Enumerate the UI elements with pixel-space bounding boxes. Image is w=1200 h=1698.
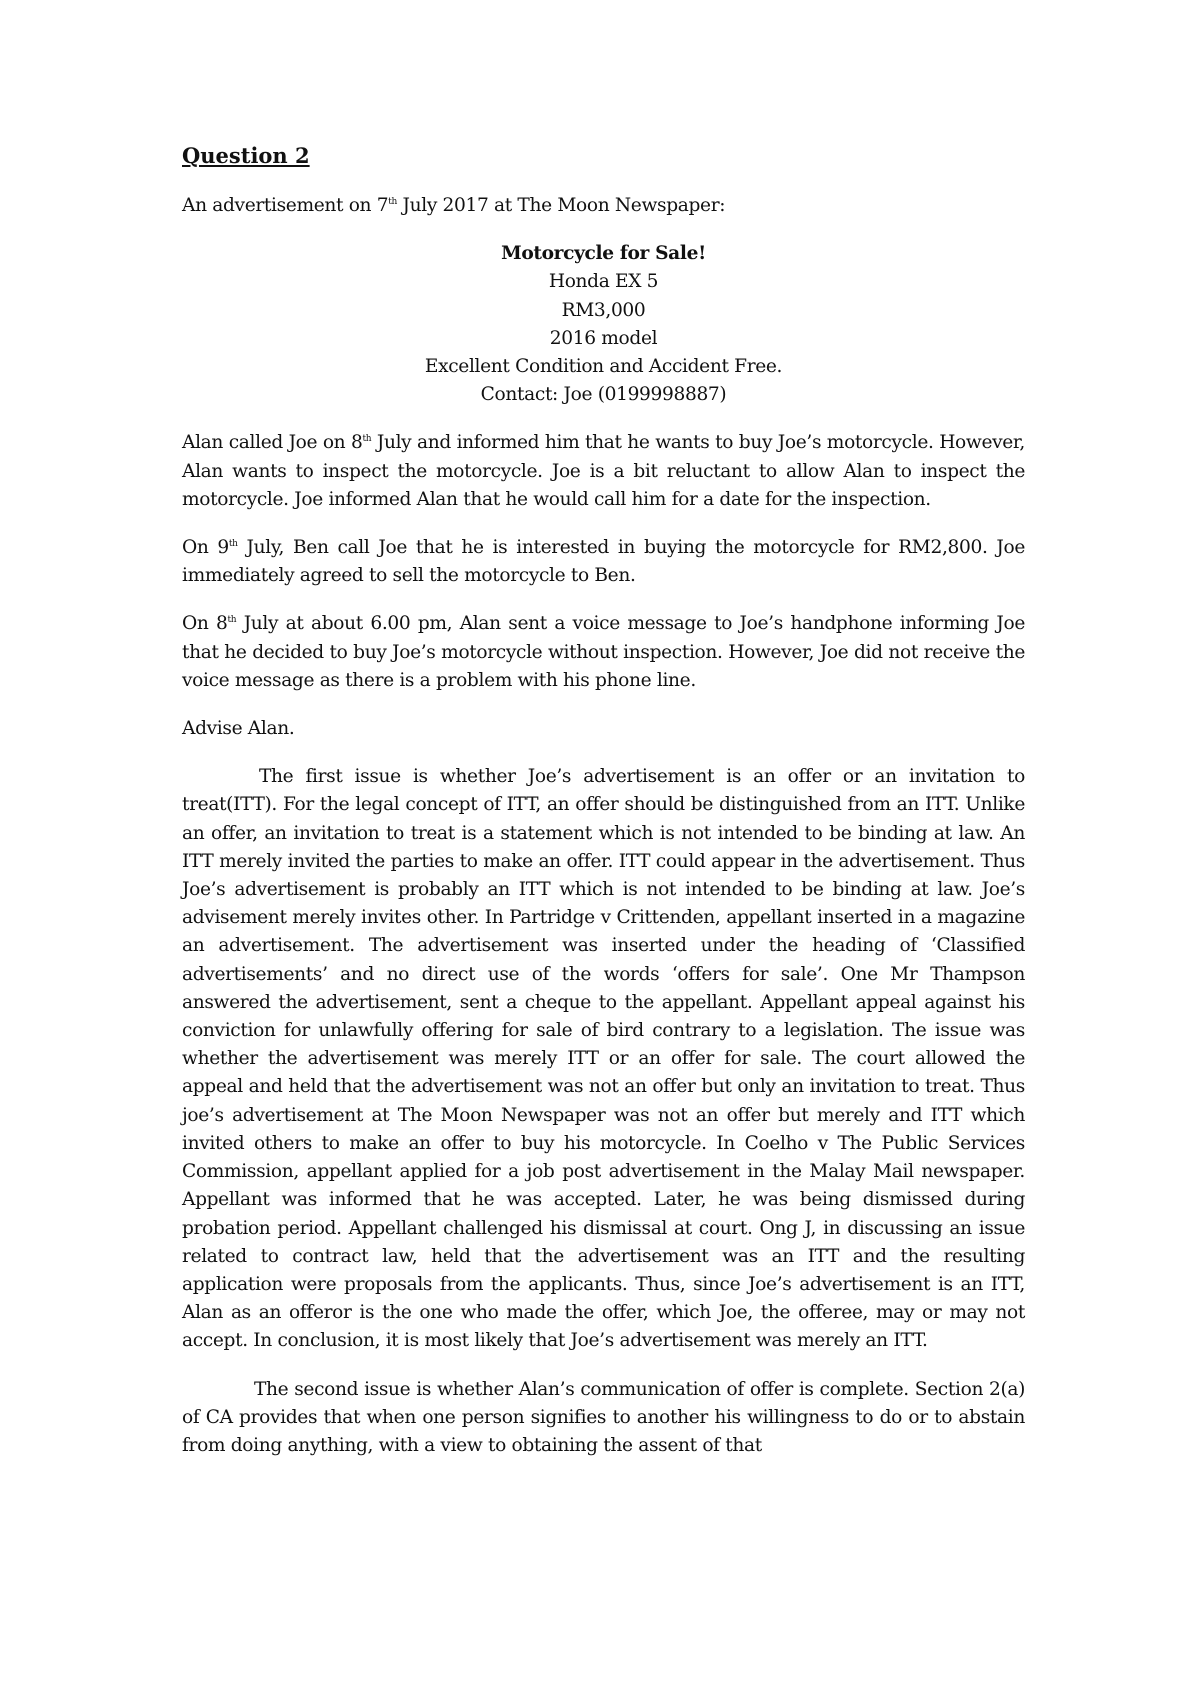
fact-paragraph-1: [182, 429, 1025, 514]
intro-text-before: An advertisement on 7: [182, 195, 389, 216]
intro-text-after: July 2017 at The Moon Newspaper:: [396, 195, 726, 216]
fact-paragraph-2: [182, 534, 1025, 590]
fact-2-after: July, Ben call Joe that he is interested in buying the motorcycle for RM2,800. Joe immediately agreed to sell the motorcycle to Ben.: [182, 537, 1025, 587]
ad-price: RM3,000: [561, 299, 646, 321]
fact-2-before: On 9: [182, 537, 229, 559]
intro-line: [182, 192, 1025, 220]
fact-3-ordinal-suffix: th: [227, 615, 237, 626]
fact-1-before: Alan called Joe on 8: [182, 432, 363, 454]
fact-paragraph-3: [182, 610, 1025, 695]
ad-contact: Contact: Joe (0199998887): [480, 384, 727, 406]
instruction-line: Advise Alan.: [182, 718, 295, 740]
answer-issue-2-paragraph: The second issue is whether Alan’s communication of offer is complete. Section 2(a) of CA provides that when one person signifies to another his willingness to do or to abstain from doing anything, with a view to obtaining the assent of that: [182, 1378, 1025, 1456]
fact-1-after: July and informed him that he wants to buy Joe’s motorcycle. However, Alan wants to inspect the motorcycle. Joe is a bit reluctant to allow Alan to inspect the motorcycle. Joe informed Alan that he would call him for a date for the inspection.: [182, 432, 1025, 510]
fact-3-before: On 8: [182, 613, 228, 635]
fact-1-ordinal-suffix: th: [362, 434, 372, 445]
ad-year: 2016 model: [549, 327, 658, 349]
document-page: [182, 142, 1025, 1480]
ad-title: Motorcycle for Sale!: [501, 243, 706, 265]
fact-2-ordinal-suffix: th: [228, 538, 238, 549]
advertisement-block: [182, 240, 1025, 409]
intro-ordinal-suffix: th: [388, 196, 397, 207]
fact-3-after: July at about 6.00 pm, Alan sent a voice message to Joe’s handphone informing Joe that he decided to buy Joe’s motorcycle without inspection. However, Joe did not receive the voice message as there is a problem with his phone line.: [182, 613, 1025, 691]
question-title: Question 2: [182, 143, 310, 168]
ad-condition: Excellent Condition and Accident Free.: [424, 356, 783, 378]
answer-issue-1-paragraph: The first issue is whether Joe’s advertisement is an offer or an invitation to treat(ITT). For the legal concept of ITT, an offer should be distinguished from an ITT. Unlike an offer, an invitation to treat is a statement which is not intended to be binding at law. An ITT merely invited the parties to make an offer. ITT could appear in the advertisement. Thus Joe’s advertisement is probably an ITT which is not intended to be binding at law. Joe’s advisement merely invites other. In Partridge v Crittenden, appellant inserted in a magazine an advertisement. The advertisement was inserted under the heading of ‘Classified advertisements’ and no direct use of the words ‘offers for sale’. One Mr Thampson answered the advertisement, sent a cheque to the appellant. Appellant appeal against his conviction for unlawfully offering for sale of bird contrary to a legislation. The issue was whether the advertisement was merely ITT or an offer for sale. The court allowed the appeal and held that the advertisement was not an offer but only an invitation to treat. Thus joe’s advertisement at The Moon Newspaper was not an offer but merely and ITT which invited others to make an offer to buy his motorcycle. In Coelho v The Public Services Commission, appellant applied for a job post advertisement in the Malay Mail newspaper. Appellant was informed that he was accepted. Later, he was being dismissed during probation period. Appellant challenged his dismissal at court. Ong J, in discussing an issue related to contract law, held that the advertisement was an ITT and the resulting application were proposals from the applicants. Thus, since Joe’s advertisement is an ITT, Alan as an offeror is the one who made the offer, which Joe, the offeree, may or may not accept. In conclusion, it is most likely that Joe’s advertisement was merely an ITT.: [182, 766, 1025, 1352]
ad-model: Honda EX 5: [548, 271, 659, 293]
